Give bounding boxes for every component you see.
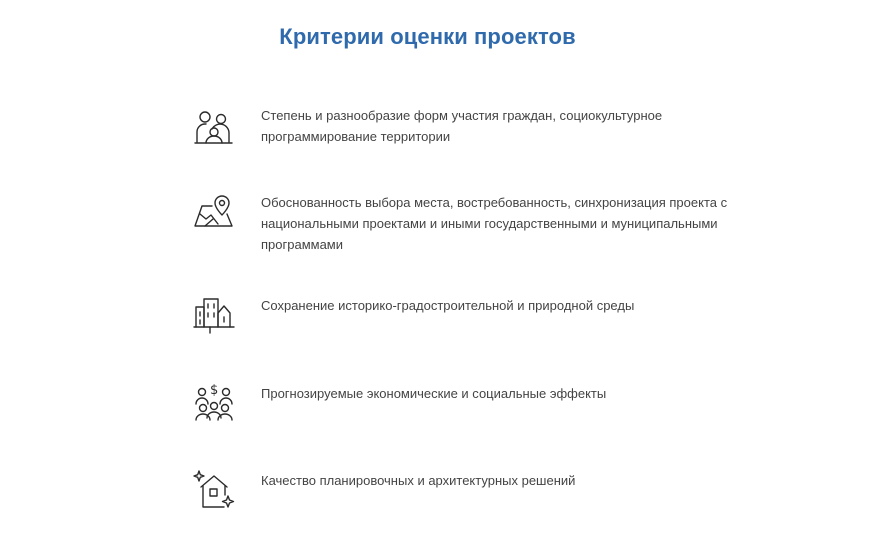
city-buildings-icon — [192, 293, 236, 337]
people-group-icon — [192, 106, 236, 150]
page-title: Критерии оценки проектов — [279, 24, 576, 49]
people-money-icon — [192, 380, 236, 424]
criteria-text: Степень и разнообразие форм участия граждан, социокультурное программирование территории — [261, 108, 663, 144]
svg-text:$: $ — [210, 383, 219, 398]
criteria-text: Качество планировочных и архитектурных решений — [261, 473, 576, 488]
house-sparkle-icon — [192, 469, 236, 513]
criteria-text: Сохранение историко-градостроительной и природной среды — [261, 298, 635, 313]
criteria-text: Прогнозируемые экономические и социальные эффекты — [261, 386, 607, 401]
map-pin-icon — [192, 192, 236, 236]
criteria-text: Обоснованность выбора места, востребованность, синхронизация проекта с национальными проектами и иными государственными и муниципальными программами — [261, 195, 728, 252]
